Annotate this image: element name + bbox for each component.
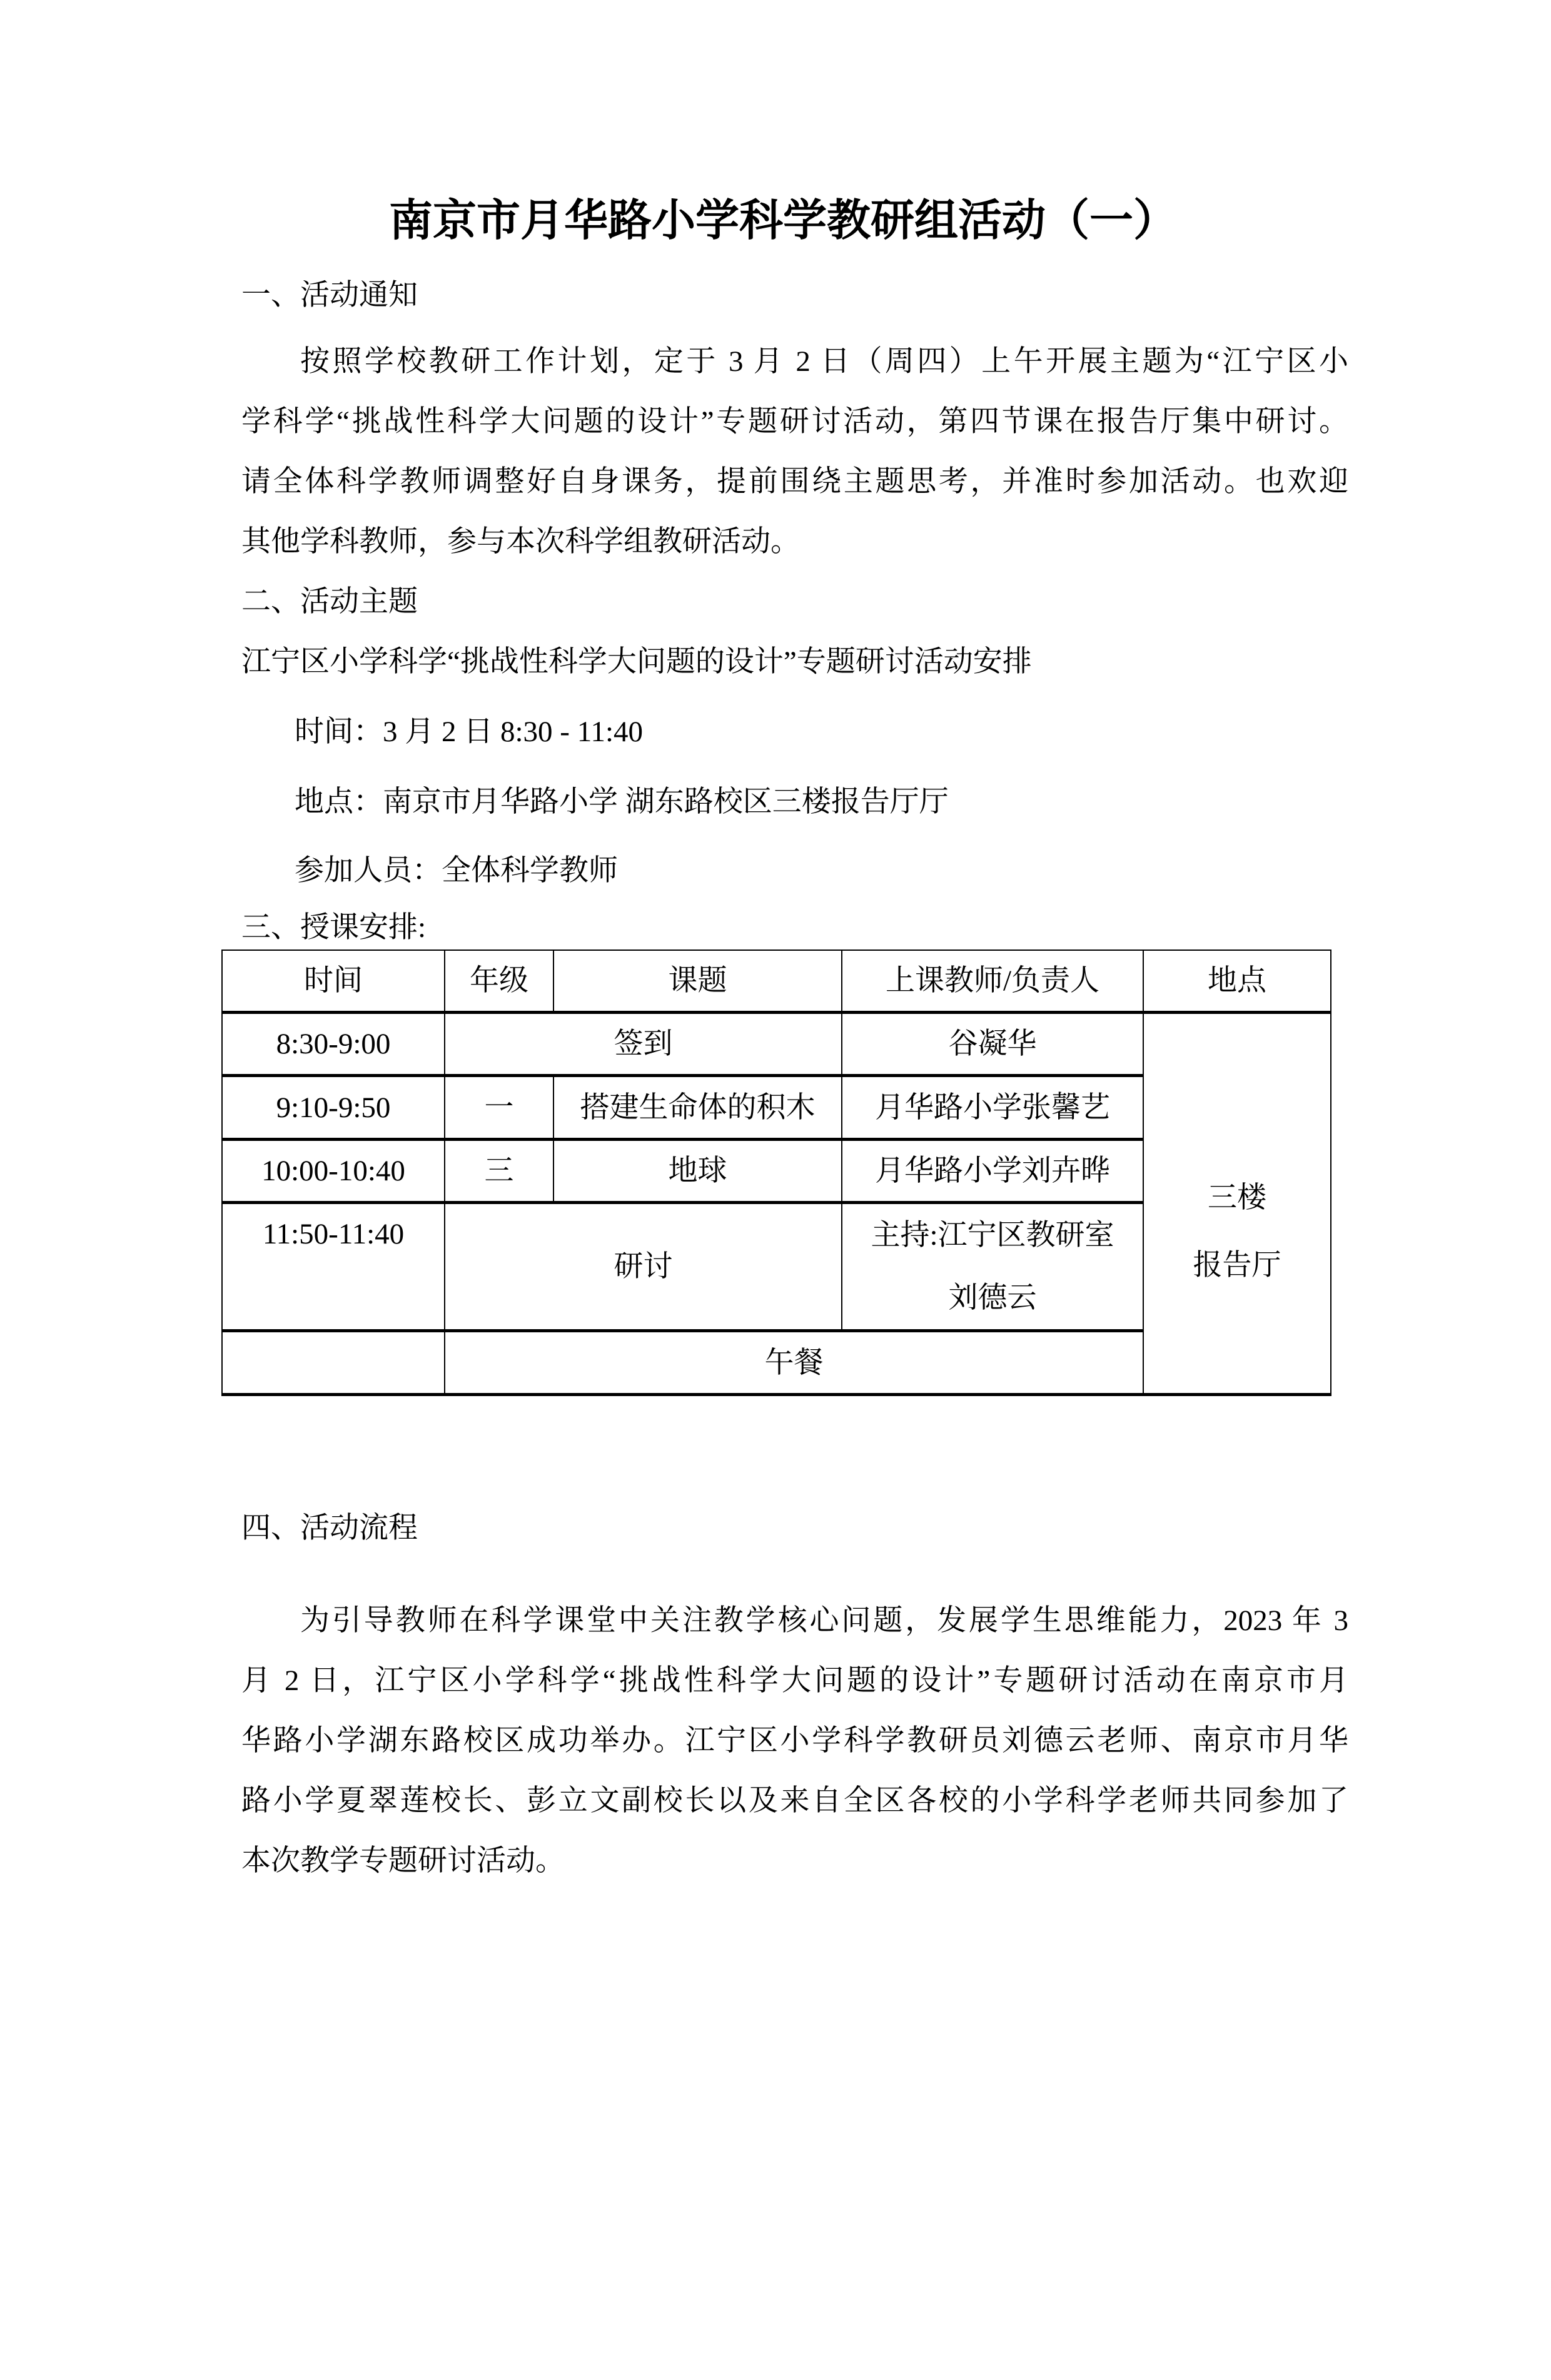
col-header-teacher: 上课教师/负责人 — [842, 950, 1143, 1013]
cell-topic: 搭建生命体的积木 — [553, 1076, 842, 1140]
cell-time: 11:50-11:40 — [222, 1203, 445, 1331]
document-content — [241, 186, 1348, 1891]
cell-teacher: 月华路小学刘卉晔 — [842, 1140, 1143, 1203]
location-line: 三楼 — [1208, 1182, 1266, 1214]
process-paragraph — [241, 1591, 1348, 1891]
cell-topic: 地球 — [553, 1140, 842, 1203]
col-header-time: 时间 — [222, 950, 445, 1013]
paragraph-line: 华路小学湖东路校区成功举办。江宁区小学科学教研员刘德云老师、南京市月华 — [241, 1724, 1348, 1757]
cell-time: 8:30-9:00 — [222, 1013, 445, 1076]
col-header-grade: 年级 — [445, 950, 553, 1013]
cell-topic: 午餐 — [445, 1331, 1143, 1395]
table-header-row — [222, 950, 1331, 1013]
participants-line: 参加人员：全体科学教师 — [295, 854, 618, 887]
cell-topic: 签到 — [445, 1013, 842, 1076]
paragraph-line: 按照学校教研工作计划，定于 3 月 2 日（周四）上午开展主题为“江宁区小 — [300, 345, 1348, 378]
cell-time — [222, 1331, 445, 1395]
schedule-table — [221, 949, 1331, 1396]
paragraph-line: 月 2 日，江宁区小学科学“挑战性科学大问题的设计”专题研讨活动在南京市月 — [241, 1664, 1348, 1697]
cell-teacher — [842, 1203, 1143, 1331]
paragraph-line: 请全体科学教师调整好自身课务，提前围绕主题思考，并准时参加活动。也欢迎 — [241, 465, 1348, 498]
cell-time: 10:00-10:40 — [222, 1140, 445, 1203]
section-2-heading: 二、活动主题 — [241, 585, 418, 618]
cell-topic: 研讨 — [445, 1203, 842, 1331]
paragraph-line: 本次教学专题研讨活动。 — [241, 1845, 565, 1877]
notice-paragraph — [241, 332, 1348, 572]
cell-time: 9:10-9:50 — [222, 1076, 445, 1140]
document-page — [0, 186, 1551, 2380]
col-header-location: 地点 — [1143, 950, 1331, 1013]
theme-line: 江宁区小学科学“挑战性科学大问题的设计”专题研讨活动安排 — [241, 646, 1032, 678]
time-line: 时间：3 月 2 日 8:30 - 11:40 — [295, 716, 644, 748]
table-row — [222, 1013, 1331, 1076]
location-line: 报告厅 — [1193, 1249, 1281, 1282]
cell-teacher: 谷凝华 — [842, 1013, 1143, 1076]
section-1-heading: 一、活动通知 — [241, 279, 418, 311]
paragraph-line: 学科学“挑战性科学大问题的设计”专题研讨活动，第四节课在报告厅集中研讨。 — [241, 405, 1348, 438]
location-text — [1144, 1108, 1330, 1299]
paragraph-line: 其他学科教师，参与本次科学组教研活动。 — [241, 525, 800, 558]
teacher-line: 主持:江宁区教研室 — [871, 1219, 1114, 1252]
teacher-line: 刘德云 — [948, 1282, 1037, 1314]
paragraph-line: 路小学夏翠莲校长、彭立文副校长以及来自全区各校的小学科学老师共同参加了 — [241, 1785, 1348, 1817]
section-4-heading: 四、活动流程 — [241, 1512, 418, 1544]
page-title: 南京市月华路小学科学教研组活动（一） — [389, 197, 1177, 245]
cell-teacher: 月华路小学张馨艺 — [842, 1076, 1143, 1140]
section-3-heading: 三、授课安排: — [241, 911, 427, 944]
cell-location — [1143, 1013, 1331, 1395]
paragraph-line: 为引导教师在科学课堂中关注教学核心问题，发展学生思维能力，2023 年 3 — [300, 1604, 1348, 1637]
cell-grade: 三 — [445, 1140, 553, 1203]
cell-grade: 一 — [445, 1076, 553, 1140]
col-header-topic: 课题 — [553, 950, 842, 1013]
place-line: 地点：南京市月华路小学 湖东路校区三楼报告厅厅 — [295, 786, 949, 818]
